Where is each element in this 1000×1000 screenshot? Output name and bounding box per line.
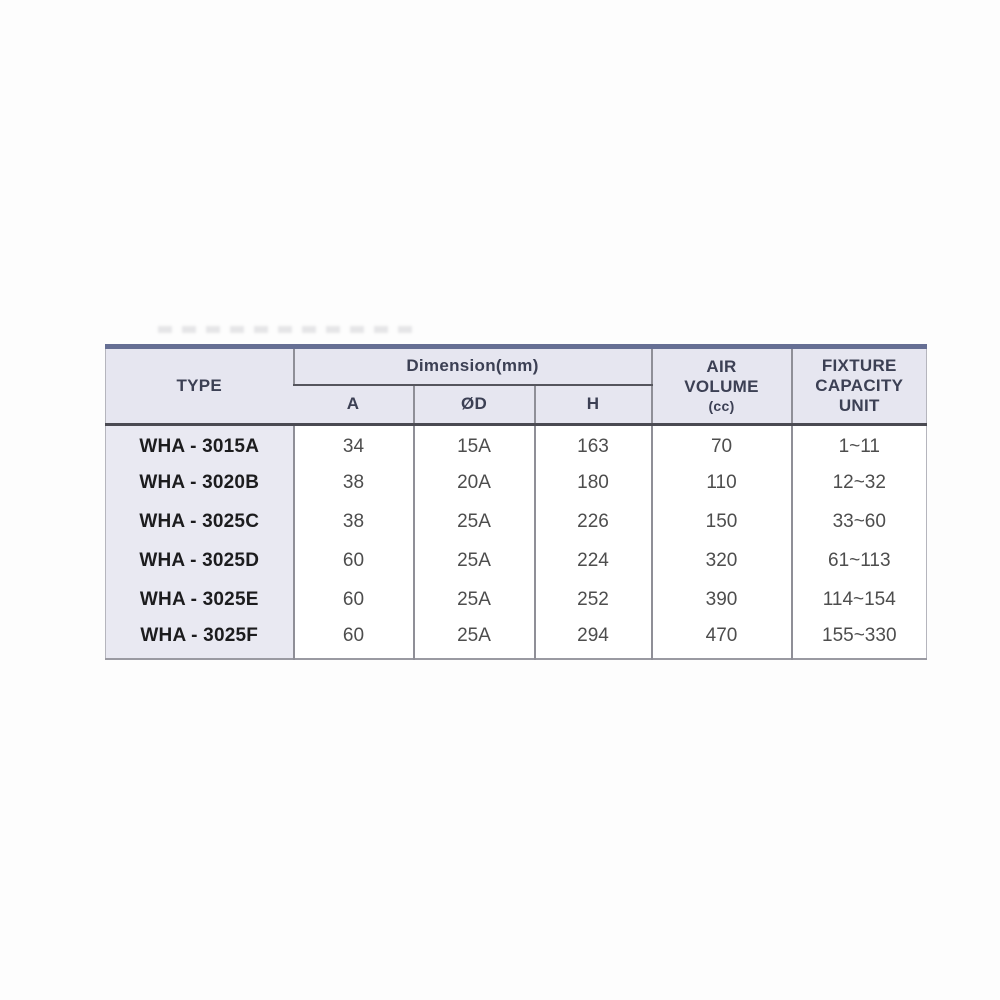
col-header-air-volume	[652, 347, 792, 425]
air-volume-value: 110	[652, 464, 792, 503]
spec-table-body	[106, 425, 927, 659]
type-value: WHA - 3015A	[106, 425, 294, 464]
type-value: WHA - 3025C	[106, 503, 294, 542]
col-header-fixture-capacity	[792, 347, 927, 425]
air-volume-value: 390	[652, 581, 792, 620]
od-value: 20A	[414, 464, 535, 503]
table-row	[106, 542, 927, 581]
air-volume-value: 470	[652, 620, 792, 659]
fixture-line2: CAPACITY	[815, 375, 904, 395]
table-row	[106, 425, 927, 464]
a-value: 34	[294, 425, 414, 464]
type-value: WHA - 3025E	[106, 581, 294, 620]
a-value: 38	[294, 464, 414, 503]
col-header-type: TYPE	[106, 347, 294, 425]
a-value: 60	[294, 581, 414, 620]
col-header-a: A	[294, 385, 414, 425]
col-header-dimension: Dimension(mm)	[294, 347, 652, 385]
col-header-h: H	[535, 385, 652, 425]
fixture-capacity-value: 1~11	[792, 425, 927, 464]
h-value: 294	[535, 620, 652, 659]
fixture-capacity-value: 61~113	[792, 542, 927, 581]
air-volume-value: 320	[652, 542, 792, 581]
spec-table-header	[106, 347, 927, 425]
table-row	[106, 581, 927, 620]
table-row	[106, 503, 927, 542]
fixture-line1: FIXTURE	[821, 355, 897, 375]
spec-table	[105, 344, 927, 660]
air-volume-line1: AIR	[706, 357, 737, 377]
h-value: 224	[535, 542, 652, 581]
od-value: 25A	[414, 620, 535, 659]
col-header-od: ØD	[414, 385, 535, 425]
od-value: 25A	[414, 581, 535, 620]
table-row	[106, 464, 927, 503]
air-volume-unit: (cc)	[708, 398, 735, 415]
fixture-capacity-value: 12~32	[792, 464, 927, 503]
air-volume-value: 150	[652, 503, 792, 542]
type-value: WHA - 3020B	[106, 464, 294, 503]
air-volume-value: 70	[652, 425, 792, 464]
fixture-capacity-value: 114~154	[792, 581, 927, 620]
table-row	[106, 620, 927, 659]
h-value: 252	[535, 581, 652, 620]
air-volume-line2: VOLUME	[684, 377, 759, 397]
a-value: 38	[294, 503, 414, 542]
od-value: 15A	[414, 425, 535, 464]
od-value: 25A	[414, 503, 535, 542]
fixture-capacity-value: 33~60	[792, 503, 927, 542]
h-value: 180	[535, 464, 652, 503]
type-value: WHA - 3025D	[106, 542, 294, 581]
a-value: 60	[294, 542, 414, 581]
faint-cropped-text-artifact	[158, 326, 413, 333]
h-value: 163	[535, 425, 652, 464]
od-value: 25A	[414, 542, 535, 581]
fixture-line3: UNIT	[838, 396, 880, 416]
h-value: 226	[535, 503, 652, 542]
a-value: 60	[294, 620, 414, 659]
fixture-capacity-value: 155~330	[792, 620, 927, 659]
type-value: WHA - 3025F	[106, 620, 294, 659]
